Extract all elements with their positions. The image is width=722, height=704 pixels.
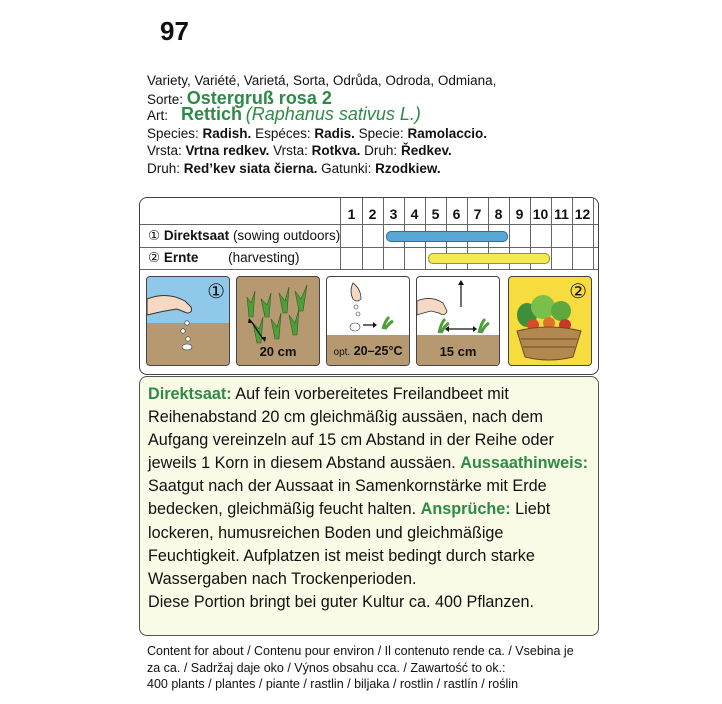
content-line-2: za ca. / Sadržaj daje oko / Výnos obsahu cca. / Zawartość to ok.:: [147, 660, 506, 675]
plant-spacing-caption: 15 cm: [439, 344, 477, 359]
panel-row-spacing: [236, 276, 320, 366]
step-marker-1: ①: [207, 281, 225, 303]
month-7: 7: [473, 206, 482, 222]
month-6: 6: [452, 206, 461, 222]
vrsta-value-2: Rotkva.: [311, 143, 361, 158]
vrsta-label: Vrsta:: [147, 143, 182, 158]
opt-label: opt.: [333, 347, 351, 358]
specie-value: Ramolaccio.: [407, 125, 487, 141]
instructions-text: [148, 383, 592, 614]
month-1: 1: [347, 206, 356, 222]
panel-germination: [326, 276, 410, 366]
content-info: [147, 643, 607, 693]
month-4: 4: [410, 206, 419, 222]
month-11: 11: [554, 206, 569, 222]
requirements-title: Ansprüche:: [420, 500, 511, 519]
druh-label: Druh:: [364, 143, 398, 158]
month-5: 5: [431, 206, 440, 222]
druh-label-2: Druh:: [147, 160, 181, 176]
species-value: Radish.: [202, 125, 252, 141]
sowing-period-bar: [386, 231, 508, 242]
variety-translations: Variety, Variété, Varietá, Sorta, Odrůda, Odroda, Odmiana,: [147, 73, 497, 88]
sowing-note: (sowing outdoors): [232, 228, 341, 243]
harvest-period-bar: [428, 253, 550, 264]
vrsta-label-2: Vrsta:: [273, 143, 308, 158]
calendar-row-sowing: [148, 228, 340, 244]
calendar-row-harvest: [148, 250, 299, 266]
sowing-marker: ①: [148, 228, 161, 243]
vrsta-value: Vrtna redkev.: [185, 143, 270, 158]
species-name: Rettich: [181, 104, 243, 124]
month-10: 10: [532, 206, 549, 222]
sowing-label: Direktsaat: [163, 228, 230, 243]
sowing-advice-text: Saatgut nach der Aussaat in Samenkornstärke mit Erde bedecken, gleichmäßig feucht halten.: [148, 477, 547, 519]
direct-sowing-text: Auf fein vorbereitetes Freilandbeet mit Reihenabstand 20 cm gleichmäßig aussäen, nach dem Aufgang vereinzeln auf 15 cm Abstand in der Reihe oder jeweils 1 Korn in diesem Abstand aussäen.: [148, 385, 554, 473]
panel-sowing-hand: [146, 276, 230, 366]
packet-number: 97: [160, 16, 189, 46]
portion-text: Diese Portion bringt bei guter Kultur ca. 400 Pflanzen.: [148, 592, 535, 611]
content-line-3: 400 plants / plantes / piante / rastlin / biljaka / rostlin / rastlín / roślin: [147, 677, 519, 691]
panel-thinning: [416, 276, 500, 366]
species-translations-1: [147, 125, 607, 143]
especes-value: Radis.: [314, 125, 355, 141]
panel-harvest: [508, 276, 592, 366]
harvest-note: (harvesting): [228, 250, 300, 265]
latin-name: (Raphanus sativus L.): [245, 104, 421, 124]
direct-sowing-title: Direktsaat:: [148, 385, 232, 403]
content-line-1: Content for about / Contenu pour environ / Il contenuto rende ca. / Vsebina je: [147, 644, 574, 658]
art-row: [147, 106, 607, 125]
row-spacing-caption: 20 cm: [259, 344, 297, 359]
step-marker-2: ②: [569, 281, 587, 303]
requirements-text: Liebt lockeren, humusreichen Boden und gleichmäßige Feuchtigkeit. Aufplatzen ist meist bedingt durch starke Wassergaben nach Trockenperioden.: [148, 500, 551, 588]
month-8: 8: [494, 206, 503, 222]
specie-label: Specie:: [358, 125, 404, 141]
especes-label: Espéces:: [255, 125, 311, 141]
species-translations-3: [147, 160, 607, 178]
temperature-caption: [327, 344, 409, 358]
month-9: 9: [515, 206, 524, 222]
growing-instructions: [139, 376, 599, 636]
month-2: 2: [368, 206, 377, 222]
seed-header: [147, 72, 607, 177]
gatunki-value: Rzodkiew.: [375, 160, 441, 176]
druh-value: Ředkev.: [400, 143, 452, 158]
sowing-advice-title: Aussaathinweis:: [460, 454, 588, 473]
druh-value-2: Red’kev siata čierna.: [183, 160, 318, 176]
sowing-calendar: [139, 197, 599, 375]
species-translations-2: [147, 142, 607, 160]
harvest-marker: ②: [148, 250, 161, 265]
variety-name: Ostergruß rosa 2: [186, 87, 332, 108]
art-label: Art:: [147, 108, 169, 123]
harvest-label: Ernte: [163, 250, 199, 265]
species-label: Species:: [147, 125, 199, 141]
gatunki-label: Gatunki:: [321, 160, 372, 176]
temperature-value: 20–25°C: [353, 344, 403, 358]
sorte-label: Sorte:: [147, 91, 184, 107]
month-12: 12: [574, 206, 591, 222]
month-3: 3: [389, 206, 398, 222]
